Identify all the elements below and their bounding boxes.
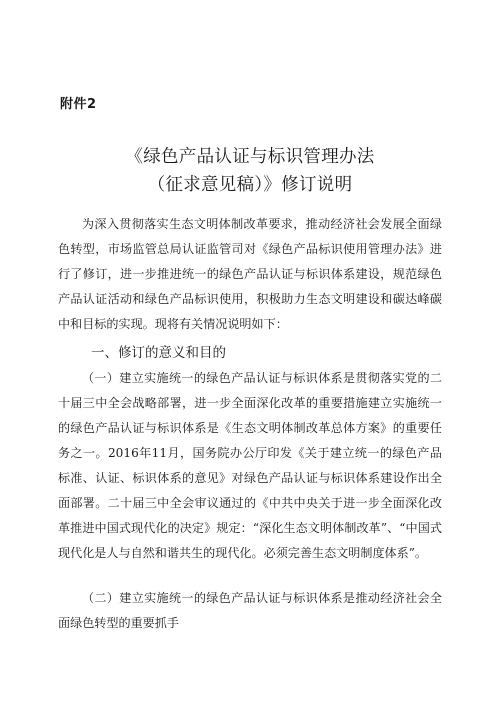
intro-paragraph: 为深入贯彻落实生态文明体制改革要求，推动经济社会发展全面绿色转型，市场监管总局认证监管司对《绿色产品标识使用管理办法》进行了修订，进一步推进统一的绿色产品认证与标识体系建设，规范绿色产品认证活动和绿色产品标识使用，积极助力生态文明建设和碳达峰碳中和目标的实现。现将有关情况说明如下： bbox=[58, 217, 442, 331]
section-paragraph: （一）建立实施统一的绿色产品认证与标识体系是贯彻落实党的二十届三中全会战略部署，进一步全面深化改革的重要措施建立实施统一的绿色产品认证与标识体系是《生态文明体制改革总体方案》的重要任务之一。2016年11月，国务院办公厅印发《关于建立统一的绿色产品标准、认证、标识体系的意见》对绿色产品认证与标识体系建设作出全面部署。二十届三中全会审议通过的《中共中央关于进一步全面深化改革推进中国式现代化的决定》规定：“深化生态文明体制改革”、“中国式现代化是人与自然和谐共生的现代化。必须完善生态文明制度体系”。 bbox=[58, 371, 442, 560]
section-heading: 一、修订的意义和目的 bbox=[91, 345, 226, 361]
attachment-label: 附件2 bbox=[60, 97, 97, 112]
document-title-line2: （征求意见稿）》修订说明 bbox=[147, 175, 353, 195]
section-paragraph: （二）建立实施统一的绿色产品认证与标识体系是推动经济社会全面绿色转型的重要抓手 bbox=[58, 591, 442, 630]
document-title-line1: 《绿色产品认证与标识管理办法 bbox=[125, 147, 375, 167]
